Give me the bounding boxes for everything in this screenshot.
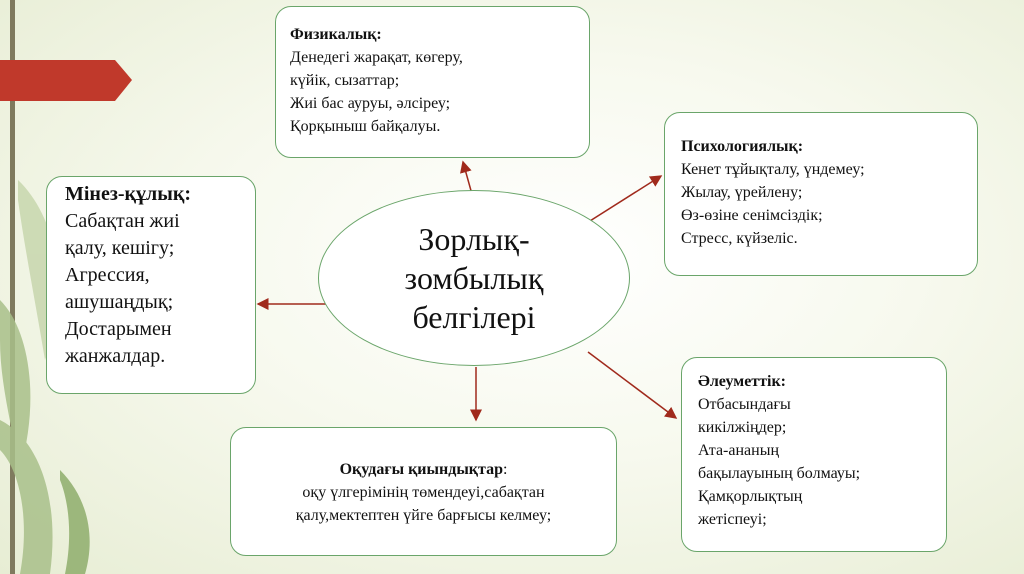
physical-title: Физикалық: — [290, 26, 382, 43]
psychological-line: Жылау, үрейлену; — [681, 184, 803, 201]
social-line: Отбасындағы — [698, 396, 791, 413]
physical-line: күйік, сызаттар; — [290, 72, 400, 89]
behavior-line: жанжалдар. — [65, 345, 166, 367]
behavior-line: Достарымен — [65, 318, 172, 340]
social-line: Қамқорлықтың — [698, 488, 803, 505]
study-difficulties-box — [230, 427, 617, 556]
central-topic-ellipse — [318, 190, 630, 366]
social-signs-box — [681, 357, 947, 552]
psychological-line: Кенет тұйықталу, үндемеу; — [681, 161, 865, 178]
study-title: Оқудағы қиындықтар — [339, 461, 503, 478]
behavior-line: қалу, кешігу; — [65, 237, 175, 259]
central-line: белгілері — [412, 298, 536, 335]
central-line: Зорлық- — [418, 220, 530, 257]
social-title: Әлеуметтік: — [698, 373, 786, 390]
study-title-colon: : — [502, 461, 508, 478]
central-topic-text — [405, 220, 544, 337]
arrow-to-psychological — [582, 176, 661, 226]
study-heading — [241, 458, 606, 481]
physical-signs-box — [275, 6, 590, 158]
social-line: Ата-ананың — [698, 442, 780, 459]
behavior-signs-box — [46, 176, 256, 394]
physical-line: Денедегі жарақат, көгеру, — [290, 49, 463, 66]
study-line: қалу,мектептен үйге барғысы келмеу; — [295, 507, 552, 524]
central-line: зомбылық — [404, 259, 544, 296]
social-line: кикілжіңдер; — [698, 419, 787, 436]
psychological-signs-box — [664, 112, 978, 276]
behavior-line: Агрессия, — [65, 264, 150, 286]
psychological-title: Психологиялық: — [681, 138, 804, 155]
study-line: оқу үлгерімінің төмендеуі,сабақтан — [302, 484, 545, 501]
physical-line: Қорқыныш байқалуы. — [290, 118, 441, 135]
social-line: бақылауының болмауы; — [698, 465, 861, 482]
behavior-title: Мінез-құлық: — [65, 183, 192, 205]
psychological-line: Өз-өзіне сенімсіздік; — [681, 207, 823, 224]
physical-line: Жиі бас ауруы, әлсіреу; — [290, 95, 451, 112]
arrow-to-social — [588, 352, 676, 418]
behavior-line: Сабақтан жиі — [65, 210, 180, 232]
behavior-line: ашушаңдық; — [65, 291, 174, 313]
social-line: жетіспеуі; — [698, 511, 767, 528]
psychological-line: Стресс, күйзеліс. — [681, 230, 798, 247]
